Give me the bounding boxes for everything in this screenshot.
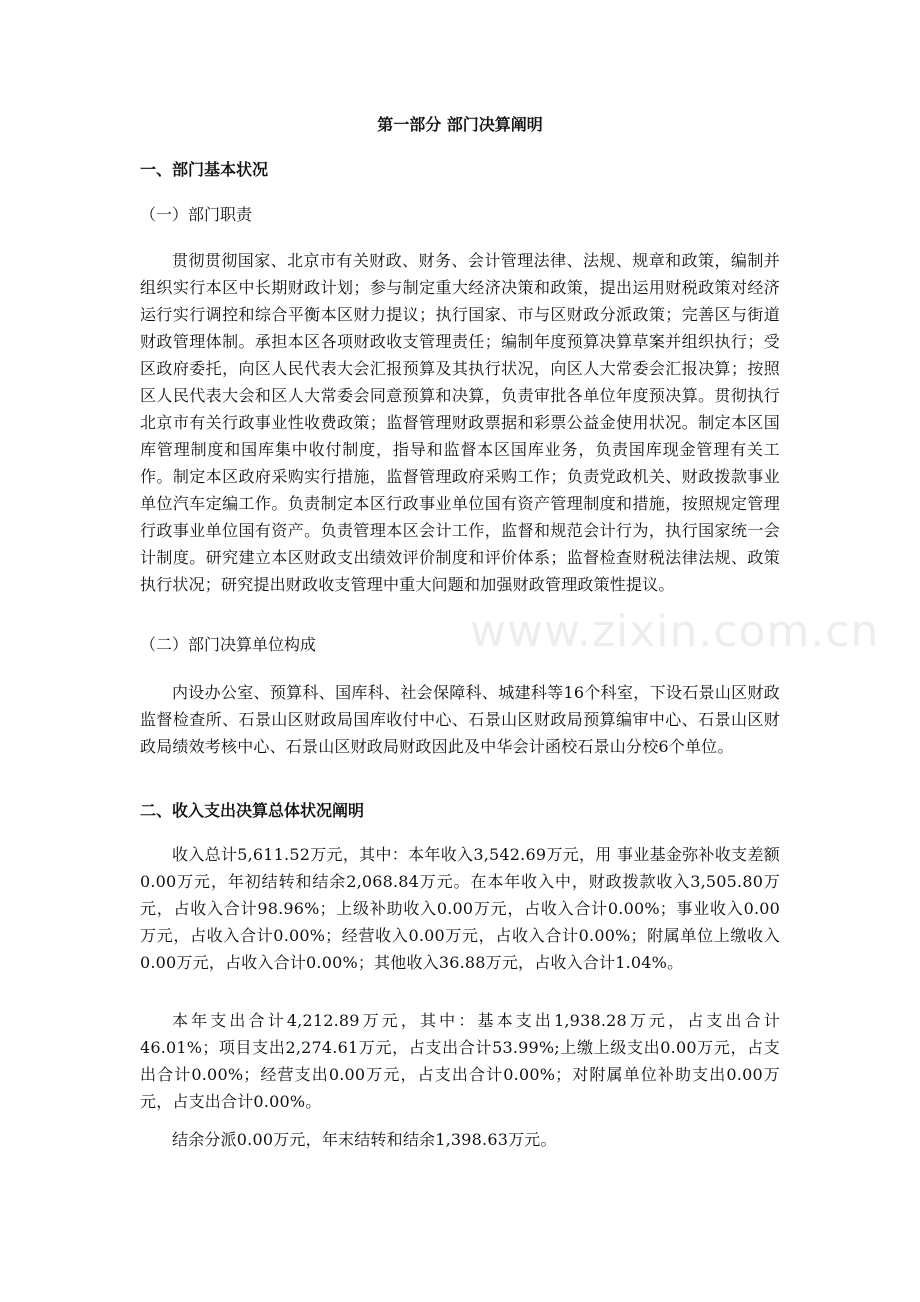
paragraph-duties: 贯彻贯彻国家、北京市有关财政、财务、会计管理法律、法规、规章和政策，编制并组织实行本区中长期财政计划；参与制定重大经济决策和政策，提出运用财税政策对经济运行实行调控和综合平衡本区财力提议；执行国家、市与区财政分派政策；完善区与街道财政管理体制。承担本区各项财政收支管理责任；编制年度预算决算草案并组织执行；受区政府委托，向区人民代表大会汇报预算及其执行状况，向区人大常委会汇报决算；按照区人民代表大会和区人大常委会同意预算和决算，负责审批各单位年度预决算。贯彻执行北京市有关行政事业性收费政策；监督管理财政票据和彩票公益金使用状况。制定本区国库管理制度和国库集中收付制度，指导和监督本区国库业务，负责国库现金管理有关工作。制定本区政府采购实行措施，监督管理政府采购工作；负责党政机关、财政拨款事业单位汽车定编工作。负责制定本区行政事业单位国有资产管理制度和措施，按照规定管理行政事业单位国有资产。负责管理本区会计工作，监督和规范会计行为，执行国家统一会计制度。研究建立本区财政支出绩效评价制度和评价体系；监督检查财税法律法规、政策执行状况；研究提出财政收支管理中重大问题和加强财政管理政策性提议。 <box>140 251 780 594</box>
document-title: 第一部分 部门决算阐明 <box>377 115 543 134</box>
subsection-heading-units: （二）部门决算单位构成 <box>140 635 317 654</box>
paragraph-expense: 本年支出合计4,212.89万元，其中：基本支出1,938.28万元，占支出合计46.01%；项目支出2,274.61万元，占支出合计53.99%;上缴上级支出0.00万元，占支出合计0.00%；经营支出0.00万元，占支出合计0.00%；对附属单位补助支出0.00万元，占支出合计0.00%。 <box>140 1011 780 1111</box>
section-heading-income-expense: 二、收入支出决算总体状况阐明 <box>140 801 365 820</box>
section-heading-basic-status: 一、部门基本状况 <box>140 160 269 179</box>
subsection-heading-duties: （一）部门职责 <box>140 205 253 224</box>
watermark-text: www.zixin.com.cn <box>470 606 880 657</box>
paragraph-income: 收入总计5,611.52万元，其中：本年收入3,542.69万元，用 事业基金弥补收支差额0.00万元，年初结转和结余2,068.84万元。在本年收入中，财政拨款收入3,505.80万元，占收入合计98.96%；上级补助收入0.00万元，占收入合计0.00%；事业收入0.00万元，占收入合计0.00%；经营收入0.00万元，占收入合计0.00%；附属单位上缴收入0.00万元，占收入合计0.00%；其他收入36.88万元，占收入合计1.04%。 <box>140 845 780 972</box>
paragraph-balance: 结余分派0.00万元，年末结转和结余1,398.63万元。 <box>172 1130 557 1149</box>
paragraph-units: 内设办公室、预算科、国库科、社会保障科、城建科等16个科室，下设石景山区财政监督检查所、石景山区财政局国库收付中心、石景山区财政局预算编审中心、石景山区财政局绩效考核中心、石景山区财政局财政因此及中华会计函校石景山分校6个单位。 <box>140 683 780 756</box>
